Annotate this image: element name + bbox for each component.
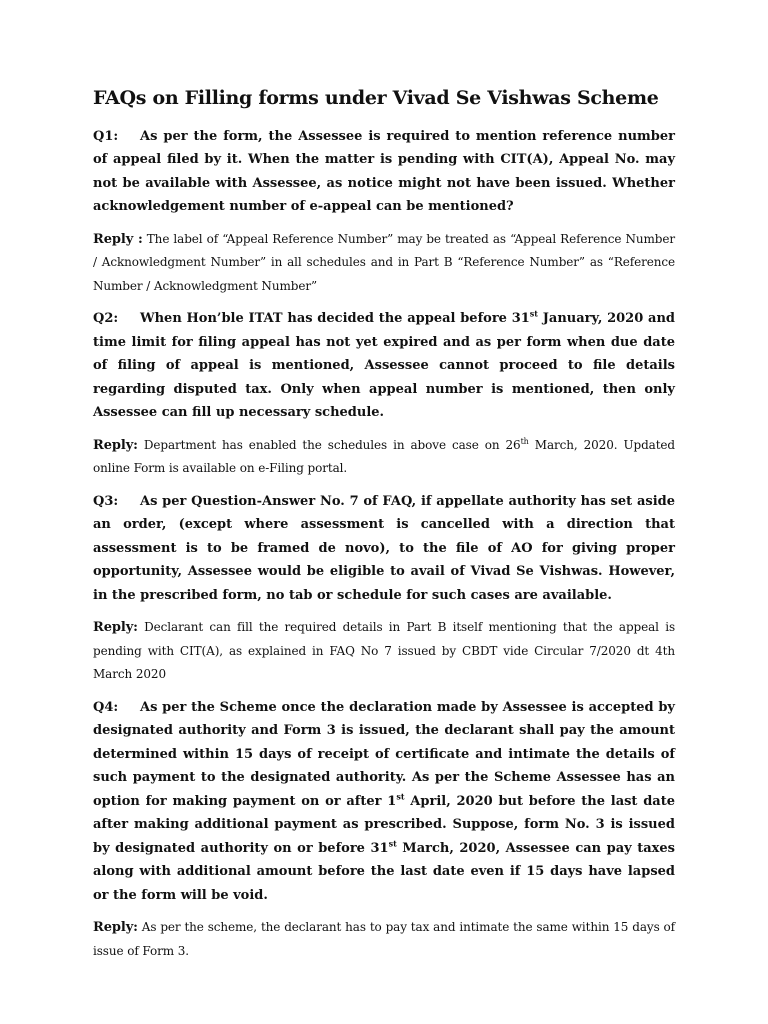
reply-label: Reply :	[93, 231, 143, 247]
question-text-part: When Hon’ble ITAT has decided the appeal before 31	[140, 311, 530, 327]
reply-text: As per the scheme, the declarant has to pay tax and intimate the same within 15 days of issue of Form 3.	[93, 920, 676, 958]
reply-text-part: Department has enabled the schedules in above case on 26	[143, 437, 521, 452]
ordinal-suffix: st	[529, 308, 538, 319]
faq-reply-1	[93, 228, 675, 299]
reply-text: Declarant can fill the required details in Part B itself mentioning that the appeal is pending with CIT(A), as explained in FAQ No 7 issued by CBDT vide Circular 7/2020 dt 4th March 2020	[93, 620, 676, 682]
faq-reply-4	[93, 916, 675, 963]
ordinal-suffix: st	[396, 791, 405, 802]
reply-label: Reply:	[93, 920, 138, 936]
ordinal-suffix: th	[520, 436, 529, 446]
faq-question-4	[93, 696, 675, 908]
faq-question-3	[93, 490, 675, 608]
reply-label: Reply:	[93, 437, 138, 453]
reply-text: The label of “Appeal Reference Number” may be treated as “Appeal Reference Number / Acknowledgment Number” in all schedules and in Part B “Reference Number” as “Reference Number / Acknowledgment Number”	[93, 231, 675, 293]
question-number: Q4:	[93, 699, 119, 715]
question-text-part: March, 2020, Assessee can pay taxes along with additional amount before the last date even if 15 days have lapsed or the form will be void.	[93, 840, 675, 903]
question-number: Q1:	[93, 128, 119, 144]
document-page	[93, 86, 675, 972]
faq-reply-2	[93, 434, 675, 481]
faq-question-1	[93, 125, 675, 219]
question-text: As per Question-Answer No. 7 of FAQ, if appellate authority has set aside an order, (except where assessment is cancelled with a direction that assessment is to be framed de novo), to the file of AO for giving proper opportunity, Assessee would be eligible to avail of Vivad Se Vishwas. However, in the prescribed form, no tab or schedule for such cases are available.	[93, 493, 675, 603]
document-title: FAQs on Filling forms under Vivad Se Vishwas Scheme	[93, 87, 659, 109]
faq-question-2	[93, 307, 675, 425]
question-text-part: April, 2020 but before the last date after making additional payment as prescribed. Suppose, form No. 3 is issued by designated authority on or before 31	[93, 793, 675, 856]
question-number: Q3:	[93, 493, 119, 509]
question-text-part: January, 2020 and time limit for filing appeal has not yet expired and as per form when due date of filing of appeal is mentioned, Assessee cannot proceed to file details regarding disputed tax. Only when appeal number is mentioned, then only Assessee can fill up necessary schedule.	[93, 311, 675, 421]
question-text-part: As per the Scheme once the declaration made by Assessee is accepted by designated authority and Form 3 is issued, the declarant shall pay the amount determined within 15 days of receipt of certificate and intimate the details of such payment to the designated authority. As per the Scheme Assessee has an option for making payment on or after 1	[93, 699, 675, 809]
question-text: As per the form, the Assessee is required to mention reference number of appeal filed by it. When the matter is pending with CIT(A), Appeal No. may not be available with Assessee, as notice might not have been issued. Whether acknowledgement number of e-appeal can be mentioned?	[93, 128, 675, 215]
faq-reply-3	[93, 616, 675, 687]
reply-text-part: March, 2020. Updated online Form is available on e-Filing portal.	[93, 437, 676, 476]
reply-label: Reply:	[93, 620, 138, 636]
question-number: Q2:	[93, 311, 119, 327]
ordinal-suffix: st	[388, 838, 397, 849]
